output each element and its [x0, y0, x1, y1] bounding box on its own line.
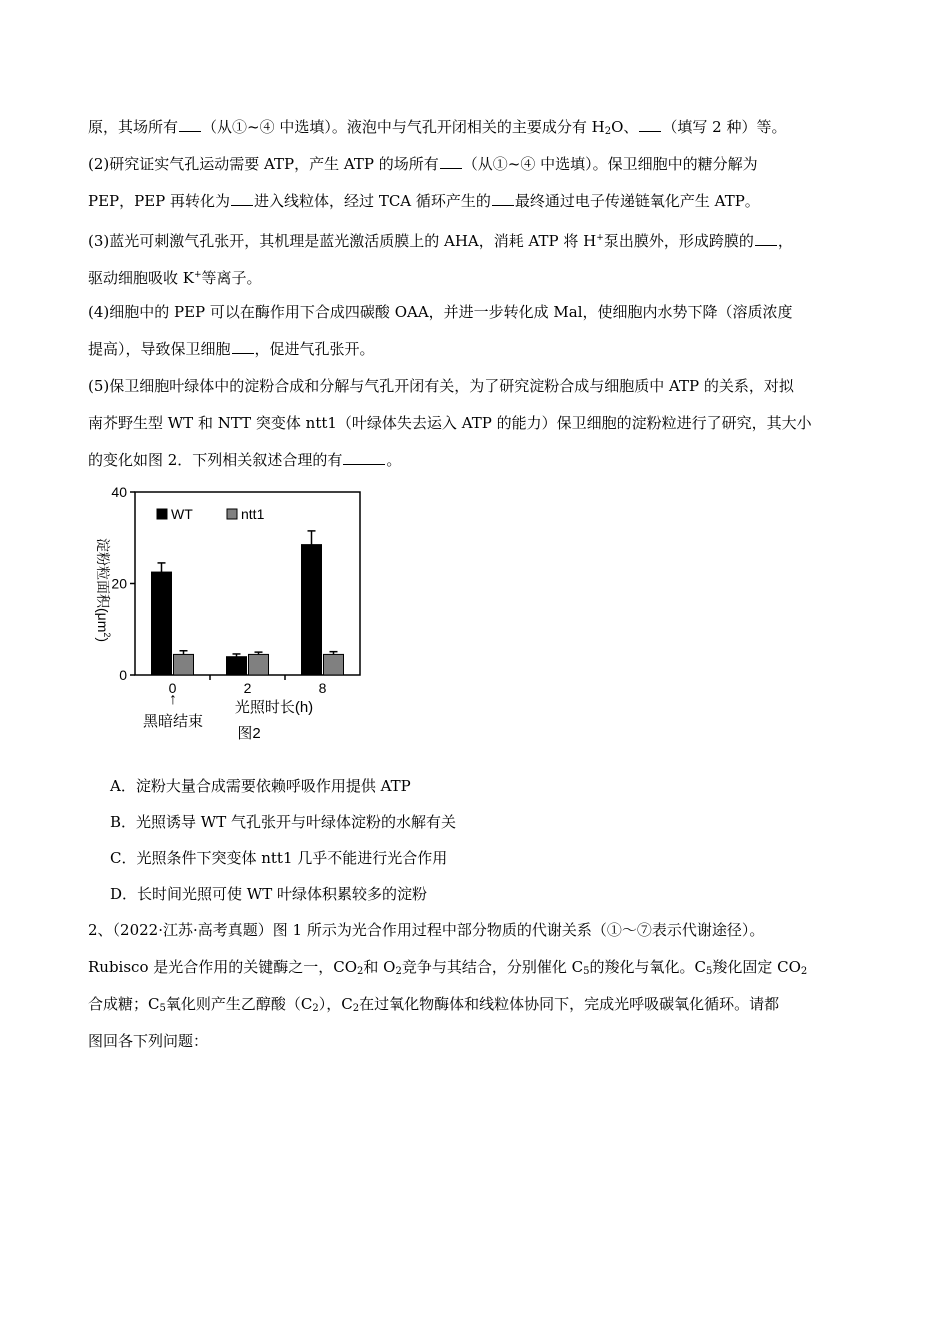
bar-WT-8 — [302, 545, 322, 675]
text: 最终通过电子传递链氧化产生 ATP。 — [514, 192, 760, 210]
x-tick-label: 2 — [243, 680, 252, 696]
q2-line-1 — [88, 920, 764, 940]
option-a — [110, 776, 411, 796]
option-c — [110, 848, 447, 868]
text-line-6 — [88, 302, 793, 322]
text: 原，其场所有 — [88, 118, 179, 136]
text: 南芥野生型 WT 和 NTT 突变体 ntt1（叶绿体失去运入 ATP 的能力）保卫细胞的淀粉粒进行了研究，其大小 — [88, 414, 812, 432]
option-c-text: C．光照条件下突变体 ntt1 几乎不能进行光合作用 — [110, 849, 448, 867]
text-line-10 — [88, 450, 401, 470]
subscript: 2 — [604, 126, 612, 137]
text: O、 — [611, 118, 639, 136]
q2-line-4 — [88, 1031, 208, 1051]
text: 。 — [386, 451, 402, 469]
text: 图回各下列问题： — [88, 1032, 209, 1050]
bar-ntt1-0 — [174, 654, 194, 675]
text-line-5 — [88, 265, 262, 288]
dark-end-annotation: 黑暗结束 — [142, 713, 204, 730]
bar-WT-2 — [227, 657, 247, 675]
text: （从①~④ 中选填）。保卫细胞中的糖分解为 — [462, 155, 758, 173]
text: 驱动细胞吸收 K — [88, 269, 194, 287]
text-line-8 — [88, 376, 794, 396]
arrow-annotation: ↑ — [169, 691, 177, 708]
blank — [343, 450, 385, 465]
text-line-7 — [88, 339, 375, 359]
x-axis-label: 光照时长(h) — [234, 699, 314, 716]
text: PEP，PEP 再转化为 — [88, 192, 231, 210]
y-tick-label: 40 — [111, 484, 127, 500]
x-tick-label: 8 — [318, 680, 327, 696]
text: （填写 2 种）等。 — [662, 118, 787, 136]
blank — [492, 191, 514, 206]
text: (4)细胞中的 PEP 可以在酶作用下合成四碳酸 OAA，并进一步转化成 Mal，使细胞内水势下降（溶质浓度 — [88, 303, 793, 321]
superscript: + — [596, 233, 604, 243]
blank — [440, 154, 462, 169]
y-axis-label: 淀粉粒面积$(\mu m^2)$ — [95, 537, 112, 643]
text-line-1 — [88, 117, 787, 142]
superscript: + — [193, 270, 202, 280]
option-d-text: D．长时间光照可使 WT 叶绿体积累较多的淀粉 — [110, 885, 427, 903]
text: 进入线粒体，经过 TCA 循环产生的 — [254, 192, 491, 210]
legend-swatch-ntt1 — [227, 509, 237, 519]
text: (2)研究证实气孔运动需要 ATP，产生 ATP 的场所有 — [88, 155, 439, 173]
blank — [639, 117, 661, 132]
text-line-2 — [88, 154, 758, 174]
bar-WT-0 — [152, 572, 172, 675]
text-line-9 — [88, 413, 812, 433]
text: (3)蓝光可刺激气孔张开，其机理是蓝光激活质膜上的 AHA，消耗 ATP 将 H — [88, 232, 597, 250]
q2-line-2: Rubisco 是光合作用的关键酶之一，$CO_2$和 $O_2$竞争与其结合，分别催化 $C_5$的羧化与氧化。$C_5$羧化固定 $CO_2$ — [88, 958, 808, 977]
text-line-4 — [88, 228, 793, 251]
legend-label-WT: WT — [171, 506, 193, 522]
text: 2、（2022·江苏·高考真题）图 1 所示为光合作用过程中部分物质的代谢关系（①～⑦表示代谢途径）。 — [88, 921, 765, 939]
option-d — [110, 884, 427, 904]
blank — [231, 191, 253, 206]
figure-caption: 图2 — [237, 725, 261, 742]
text-line-3 — [88, 191, 760, 211]
blank — [755, 231, 777, 246]
blank — [232, 339, 254, 354]
x-tick-label: 0 — [168, 680, 177, 696]
text: 的变化如图 2．下列相关叙述合理的有 — [88, 451, 343, 469]
text: ，促进气孔张开。 — [254, 340, 375, 358]
text: (5)保卫细胞叶绿体中的淀粉合成和分解与气孔开闭有关，为了研究淀粉合成与细胞质中 ATP 的关系，对拟 — [88, 377, 794, 395]
blank — [179, 117, 201, 132]
option-b — [110, 812, 456, 832]
text: 等离子。 — [201, 269, 262, 287]
y-tick-label: 20 — [111, 575, 127, 592]
q2-line-3: 合成糖；$C_5$氧化则产生乙醇酸$(C_2)$，$C_2$在过氧化物酶体和线粒体协同下，完成光呼吸碳氧化循环。请都 — [88, 995, 780, 1014]
option-b-text: B．光照诱导 WT 气孔张开与叶绿体淀粉的水解有关 — [110, 813, 456, 831]
text: ， — [777, 232, 793, 250]
text: 泵出膜外，形成跨膜的 — [603, 232, 754, 250]
option-a-text: A．淀粉大量合成需要依赖呼吸作用提供 ATP — [110, 777, 411, 795]
bar-ntt1-8 — [324, 654, 344, 675]
bar-ntt1-2 — [249, 654, 269, 675]
y-tick-label: 0 — [119, 667, 127, 683]
legend-label-ntt1: ntt1 — [241, 506, 265, 522]
text: （从①~④ 中选填）。液泡中与气孔开闭相关的主要成分有 H — [202, 118, 605, 136]
legend-swatch-WT — [157, 509, 167, 519]
text: 提高），导致保卫细胞 — [88, 340, 231, 358]
starch-granule-bar-chart — [80, 480, 380, 750]
